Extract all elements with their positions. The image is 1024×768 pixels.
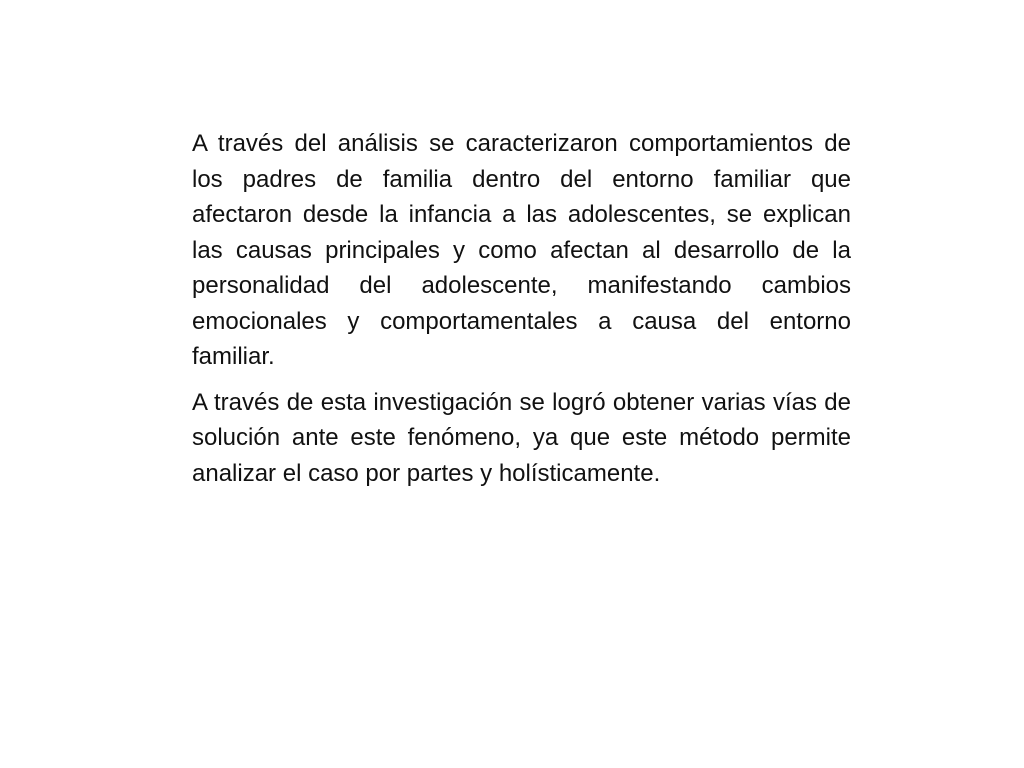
text-block bbox=[192, 126, 851, 501]
paragraph-investigation: A través de esta investigación se logró obtener varias vías de solución ante este fenómeno, ya que este método permite analizar el caso por partes y holísticamente. bbox=[192, 388, 851, 487]
paragraph-analysis: A través del análisis se caracterizaron comportamientos de los padres de familia dentro del entorno familiar que afectaron desde la infancia a las adolescentes, se explican las causas principales y como afectan al desarrollo de la personalidad del adolescente, manifestando cambios emocionales y comportamentales a causa del entorno familiar. bbox=[192, 130, 851, 370]
